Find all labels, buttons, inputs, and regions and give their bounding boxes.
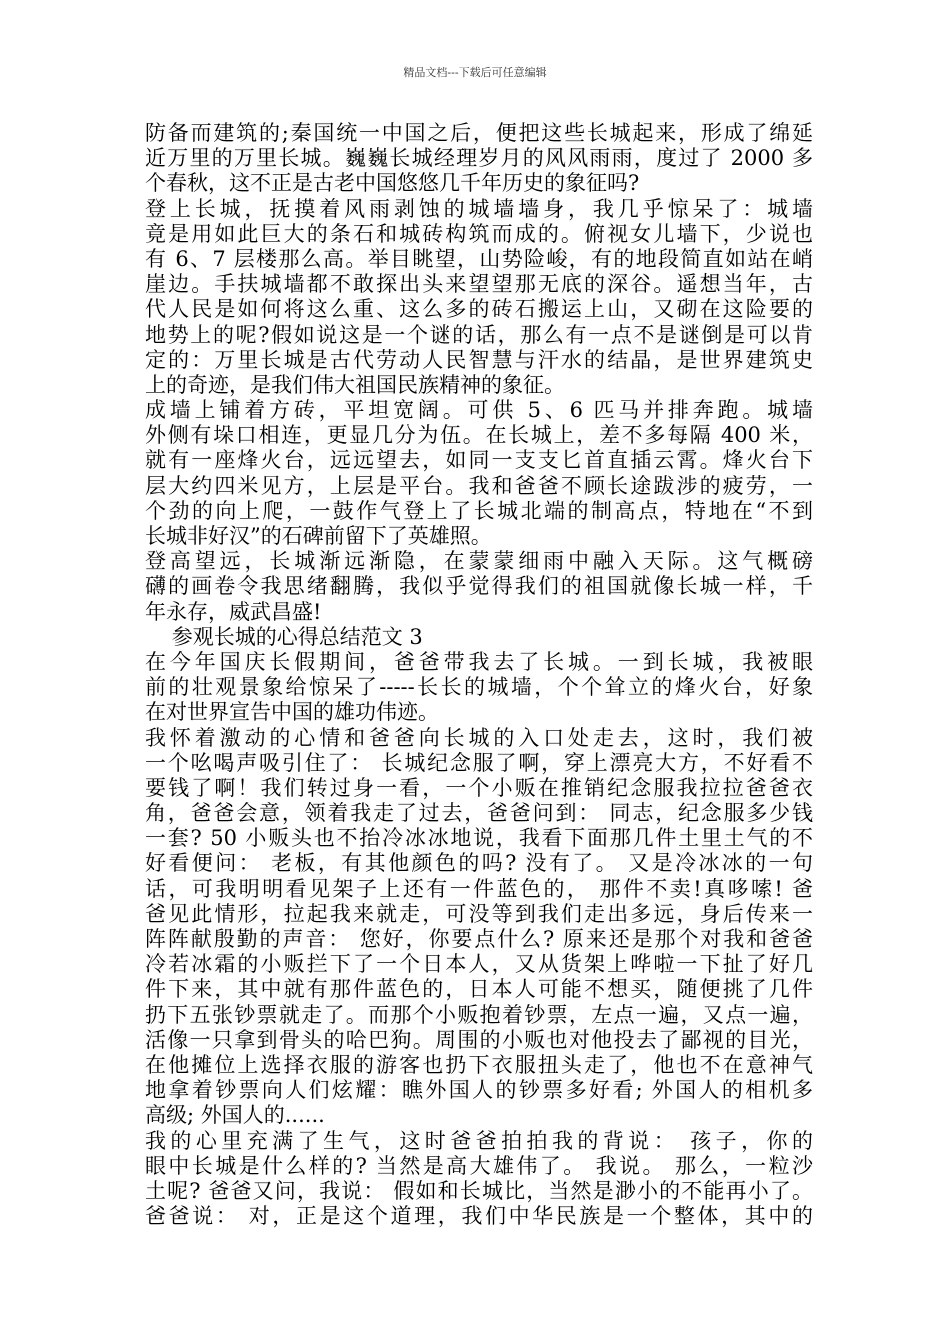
text-line: 防备而建筑的;秦国统一中国之后，便把这些长城起来，形成了绵延 <box>145 121 813 145</box>
text-line: 上的奇迹，是我们伟大祖国民族精神的象征。 <box>145 372 565 397</box>
text-line: 崖边。手扶城墙都不敢探出头来望望那无底的深谷。遥想当年，古 <box>145 272 813 297</box>
text-line: 我怀着激动的心情和爸爸向长城的入口处走去，这时，我们被 <box>145 725 813 750</box>
text-line: 地势上的呢?假如说这是一个谜的话，那么有一点不是谜倒是可以肯 <box>145 322 813 347</box>
text-line: 高级; 外国人的...... <box>145 1103 325 1128</box>
text-line: 定的：万里长城是古代劳动人民智慧与汗水的结晶，是世界建筑史 <box>145 347 813 372</box>
text-line: 登上长城，抚摸着风雨剥蚀的城墙墙身，我几乎惊呆了：城墙 <box>145 196 813 221</box>
text-line: 冷若冰霜的小贩拦下了一个日本人，又从货架上哗啦一下扯了好几 <box>145 952 813 977</box>
text-line: 阵阵献殷勤的声音： 您好，你要点什么? 原来还是那个对我和爸爸 <box>145 927 813 951</box>
text-line: 就有一座烽火台，远远望去，如同一支支匕首直插云霄。烽火台下 <box>145 448 813 473</box>
text-line: 成墙上铺着方砖，平坦宽阔。可供 5、6 匹马并排奔跑。城墙 <box>145 398 813 423</box>
text-line: 扔下五张钞票就走了。而那个小贩抱着钞票，左点一遍，又点一遍， <box>145 1002 813 1027</box>
text-line: 爸见此情形，拉起我来就走，可没等到我们走出多远，身后传来一 <box>145 901 813 926</box>
text-line: 角，爸爸会意，领着我走了过去，爸爸问到： 同志，纪念服多少钱 <box>145 801 813 826</box>
text-line: 有 6、7 层楼那么高。举目眺望，山势险峻，有的地段简直如站在峭 <box>145 246 813 271</box>
document-body <box>145 121 813 1229</box>
page-header: 精品文档---下载后可任意编辑 <box>403 66 547 79</box>
text-line: 登高望远，长城渐远渐隐，在蒙蒙细雨中融入天际。这气概磅 <box>145 549 813 574</box>
text-line: 土呢? 爸爸又问，我说： 假如和长城比，当然是渺小的不能再小了。 <box>145 1178 813 1203</box>
text-line: 参观长城的心得总结范文 3 <box>145 624 423 649</box>
text-line: 年永存，威武昌盛! <box>145 599 322 624</box>
text-line: 地拿着钞票向人们炫耀：瞧外国人的钞票多好看; 外国人的相机多 <box>145 1078 813 1103</box>
text-line: 在今年国庆长假期间，爸爸带我去了长城。一到长城，我被眼 <box>145 649 813 674</box>
text-line: 眼中长城是什么样的? 当然是高大雄伟了。 我说。 那么，一粒沙 <box>145 1153 813 1178</box>
text-line: 我的心里充满了生气，这时爸爸拍拍我的背说： 孩子，你的 <box>145 1128 813 1153</box>
text-line: 外侧有垛口相连，更显几分为伍。在长城上，差不多每隔 400 米， <box>145 423 813 448</box>
text-line: 一个吆喝声吸引住了： 长城纪念服了啊，穿上漂亮大方，不好看不 <box>145 750 813 775</box>
text-line: 近万里的万里长城。巍巍长城经理岁月的风风雨雨，度过了 2000 多 <box>145 146 813 171</box>
text-line: 礴的画卷令我思绪翻腾，我似乎觉得我们的祖国就像长城一样，千 <box>145 574 813 599</box>
text-line: 层大约四米见方，上层是平台。我和爸爸不顾长途跋涉的疲劳，一 <box>145 473 813 498</box>
text-line: 个劲的向上爬，一鼓作气登上了长城北端的制高点，特地在“不到 <box>145 498 813 523</box>
text-line: 前的壮观景象给惊呆了-----长长的城墙，个个耸立的烽火台，好象 <box>145 675 813 700</box>
text-line: 竟是用如此巨大的条石和城砖构筑而成的。俯视女儿墙下，少说也 <box>145 221 813 246</box>
text-line: 要钱了啊！我们转过身一看，一个小贩在推销纪念服我拉拉爸爸衣 <box>145 775 813 800</box>
text-line: 在对世界宣告中国的雄功伟迹。 <box>145 700 439 725</box>
text-line: 活像一只拿到骨头的哈巴狗。周围的小贩也对他投去了鄙视的目光， <box>145 1027 813 1052</box>
text-line: 爸爸说： 对，正是这个道理，我们中华民族是一个整体，其中的 <box>145 1204 813 1229</box>
text-line: 代人民是如何将这么重、这么多的砖石搬运上山，又砌在这险要的 <box>145 297 813 322</box>
text-line: 好看便问： 老板，有其他颜色的吗? 没有了。 又是冷冰冰的一句 <box>145 851 813 876</box>
text-line: 件下来，其中就有那件蓝色的，日本人可能不想买，随便挑了几件 <box>145 977 813 1002</box>
text-line: 话，可我明明看见架子上还有一件蓝色的， 那件不卖!真哆嗦! 爸 <box>145 876 813 901</box>
text-line: 长城非好汉”的石碑前留下了英雄照。 <box>145 524 492 548</box>
text-line: 个春秋，这不正是古老中国悠悠几千年历史的象征吗? <box>145 171 640 196</box>
text-line: 在他摊位上选择衣服的游客也扔下衣服扭头走了，他也不在意神气 <box>145 1052 813 1077</box>
text-line: 一套? 50 小贩头也不抬冷冰冰地说，我看下面那几件土里土气的不 <box>145 826 813 851</box>
